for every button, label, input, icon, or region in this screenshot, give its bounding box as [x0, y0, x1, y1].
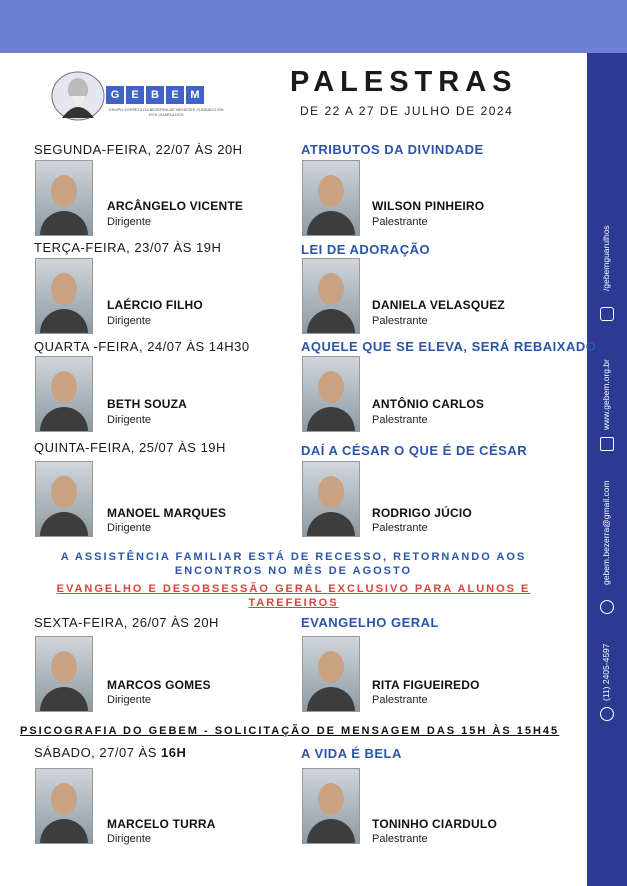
leader-name: BETH SOUZA	[107, 397, 187, 411]
speaker-photo	[302, 636, 360, 712]
globe-icon	[600, 437, 614, 451]
speaker-name: RITA FIGUEIREDO	[372, 678, 480, 692]
leader-name: MANOEL MARQUES	[107, 506, 227, 520]
email-link[interactable]: gebem.bezerra@gmail.com	[601, 480, 611, 585]
facebook-icon	[600, 307, 614, 321]
speaker-role: Palestrante	[372, 216, 428, 228]
session-day: QUINTA-FEIRA, 25/07 ÀS 19H	[34, 440, 226, 455]
speaker-role: Palestrante	[372, 522, 428, 534]
page-title: PALESTRAS	[290, 66, 518, 98]
speaker-photo	[302, 258, 360, 334]
leader-role: Dirigente	[107, 414, 152, 426]
bezerra-portrait-logo	[48, 70, 108, 122]
leader-photo	[35, 768, 93, 844]
leader-name: LAÉRCIO FILHO	[107, 298, 203, 312]
session-topic: EVANGELHO GERAL	[301, 615, 439, 630]
website-link[interactable]: www.gebem.org.br	[601, 359, 611, 430]
speaker-role: Palestrante	[372, 315, 428, 327]
session-topic: LEI DE ADORAÇÃO	[301, 242, 431, 257]
leader-name: MARCELO TURRA	[107, 817, 216, 831]
page-subtitle: DE 22 A 27 DE JULHO DE 2024	[300, 104, 514, 118]
speaker-name: WILSON PINHEIRO	[372, 199, 485, 213]
gebem-logo: G E B E M	[106, 86, 204, 104]
speaker-role: Palestrante	[372, 833, 428, 845]
leader-photo	[35, 160, 93, 236]
speaker-name: RODRIGO JÚCIO	[372, 506, 472, 520]
speaker-name: TONINHO CIARDULO	[372, 817, 497, 831]
contact-sidebar	[587, 53, 627, 886]
leader-photo	[35, 636, 93, 712]
session-topic: AQUELE QUE SE ELEVA, SERÁ REBAIXADO	[301, 339, 597, 354]
speaker-photo	[302, 356, 360, 432]
session-day: TERÇA-FEIRA, 23/07 ÀS 19H	[34, 240, 222, 255]
leader-photo	[35, 461, 93, 537]
instagram-handle[interactable]: /gebemguarulhos	[601, 225, 611, 291]
speaker-photo	[302, 768, 360, 844]
session-day: SEGUNDA-FEIRA, 22/07 ÀS 20H	[34, 142, 243, 157]
session-day: SÁBADO, 27/07 ÀS 16H	[34, 745, 187, 760]
phone-icon	[600, 707, 614, 721]
leader-role: Dirigente	[107, 315, 152, 327]
session-topic: DAÍ A CÉSAR O QUE É DE CÉSAR	[301, 443, 528, 458]
exclusive-notice-line1: EVANGELHO E DESOBSESSÃO GERAL EXCLUSIVO PARA ALUNOS E	[56, 583, 531, 595]
email-icon	[600, 600, 614, 614]
leader-photo	[35, 258, 93, 334]
session-topic: ATRIBUTOS DA DIVINDADE	[301, 142, 484, 157]
leader-role: Dirigente	[107, 694, 152, 706]
exclusive-notice-line2: TAREFEIROS	[248, 597, 339, 609]
leader-role: Dirigente	[107, 833, 152, 845]
psicografia-notice: PSICOGRAFIA DO GEBEM - SOLICITAÇÃO DE MENSAGEM DAS 15H ÀS 15H45	[20, 725, 560, 737]
leader-role: Dirigente	[107, 522, 152, 534]
gebem-logo-subtext: GRUPO ESPÍRITA DA BEZERRA DE MENEZES FUNDADO EM 1979 GUARULHOS	[108, 107, 224, 117]
top-banner	[0, 0, 627, 53]
phone-number[interactable]: (11) 2405-4597	[601, 643, 611, 701]
leader-name: MARCOS GOMES	[107, 678, 211, 692]
speaker-name: DANIELA VELASQUEZ	[372, 298, 505, 312]
speaker-photo	[302, 461, 360, 537]
leader-name: ARCÂNGELO VICENTE	[107, 199, 244, 213]
recess-notice-line1: A ASSISTÊNCIA FAMILIAR ESTÁ DE RECESSO, RETORNANDO AOS	[60, 551, 527, 563]
session-day: SEXTA-FEIRA, 26/07 ÀS 20H	[34, 615, 219, 630]
session-topic: A VIDA É BELA	[301, 746, 402, 761]
recess-notice-line2: ENCONTROS NO MÊS DE AGOSTO	[174, 565, 413, 577]
speaker-role: Palestrante	[372, 414, 428, 426]
speaker-photo	[302, 160, 360, 236]
speaker-name: ANTÔNIO CARLOS	[372, 397, 485, 411]
speaker-role: Palestrante	[372, 694, 428, 706]
session-day: QUARTA -FEIRA, 24/07 ÀS 14H30	[34, 339, 250, 354]
leader-role: Dirigente	[107, 216, 152, 228]
leader-photo	[35, 356, 93, 432]
